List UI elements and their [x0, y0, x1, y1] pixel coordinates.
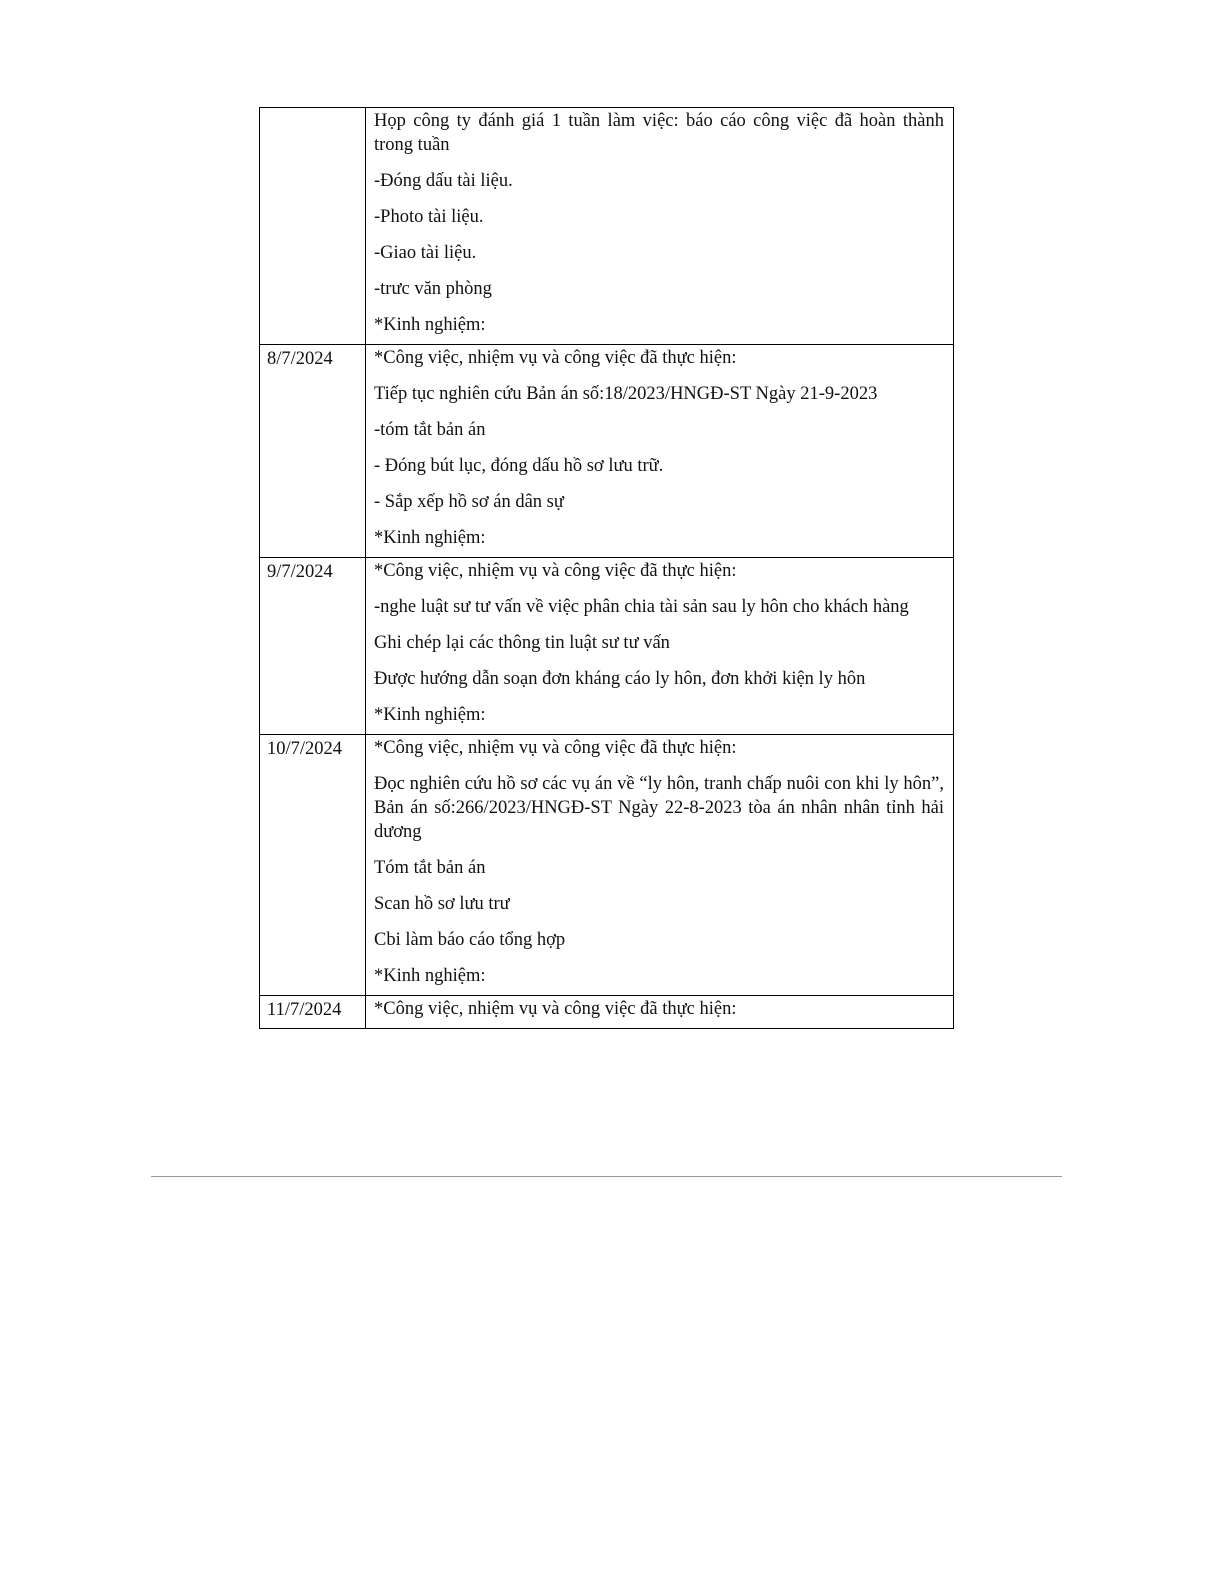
log-paragraph: Họp công ty đánh giá 1 tuần làm việc: báo cáo công việc đã hoàn thành trong tuần	[374, 111, 944, 155]
log-paragraph: -tóm tắt bản án	[374, 420, 486, 440]
log-paragraph: -Giao tài liệu.	[374, 243, 477, 263]
log-paragraph: *Công việc, nhiệm vụ và công việc đã thực hiện:	[374, 738, 737, 758]
log-paragraph: - Sắp xếp hồ sơ án dân sự	[374, 492, 564, 512]
log-paragraph: Scan hồ sơ lưu trư	[374, 894, 510, 914]
log-row	[260, 735, 954, 996]
log-paragraph: *Kinh nghiệm:	[374, 966, 486, 986]
log-row	[260, 108, 954, 345]
log-content-cell	[366, 108, 954, 345]
log-paragraph: -Đóng dấu tài liệu.	[374, 171, 513, 191]
log-date-cell: 8/7/2024	[260, 345, 366, 558]
log-paragraph: Cbi làm báo cáo tổng hợp	[374, 930, 566, 950]
log-paragraph: *Công việc, nhiệm vụ và công việc đã thực hiện:	[374, 999, 737, 1019]
daily-log-table-body	[260, 108, 954, 1029]
log-paragraph: *Công việc, nhiệm vụ và công việc đã thực hiện:	[374, 348, 737, 368]
log-paragraph: *Kinh nghiệm:	[374, 315, 486, 335]
log-row	[260, 558, 954, 735]
log-paragraph: Ghi chép lại các thông tin luật sư tư vấn	[374, 633, 670, 653]
log-paragraph: Đọc nghiên cứu hồ sơ các vụ án về “ly hôn, tranh chấp nuôi con khi ly hôn”, Bản án số:266/2023/HNGĐ-ST Ngày 22-8-2023 tòa án nhân nhân tỉnh hải dương	[374, 774, 944, 842]
log-paragraph: *Kinh nghiệm:	[374, 528, 486, 548]
log-content-cell	[366, 345, 954, 558]
log-date-cell: 10/7/2024	[260, 735, 366, 996]
log-paragraph: Tiếp tục nghiên cứu Bản án số:18/2023/HNGĐ-ST Ngày 21-9-2023	[374, 384, 878, 404]
log-paragraph: Được hướng dẫn soạn đơn kháng cáo ly hôn, đơn khởi kiện ly hôn	[374, 669, 866, 689]
log-date-cell: 9/7/2024	[260, 558, 366, 735]
log-content-cell	[366, 996, 954, 1029]
page-divider	[151, 1176, 1062, 1177]
log-paragraph: *Kinh nghiệm:	[374, 705, 486, 725]
log-row	[260, 345, 954, 558]
log-content-cell	[366, 558, 954, 735]
log-date-cell	[260, 108, 366, 345]
log-paragraph: -nghe luật sư tư vấn về việc phân chia tài sản sau ly hôn cho khách hàng	[374, 597, 909, 617]
log-content-cell	[366, 735, 954, 996]
log-paragraph: -Photo tài liệu.	[374, 207, 484, 227]
log-paragraph: -trưc văn phòng	[374, 279, 492, 299]
log-row	[260, 996, 954, 1029]
log-paragraph: *Công việc, nhiệm vụ và công việc đã thực hiện:	[374, 561, 737, 581]
log-paragraph: - Đóng bút lục, đóng dấu hồ sơ lưu trữ.	[374, 456, 664, 476]
log-date-cell: 11/7/2024	[260, 996, 366, 1029]
log-paragraph: Tóm tắt bản án	[374, 858, 486, 878]
daily-log-table	[259, 107, 954, 1029]
